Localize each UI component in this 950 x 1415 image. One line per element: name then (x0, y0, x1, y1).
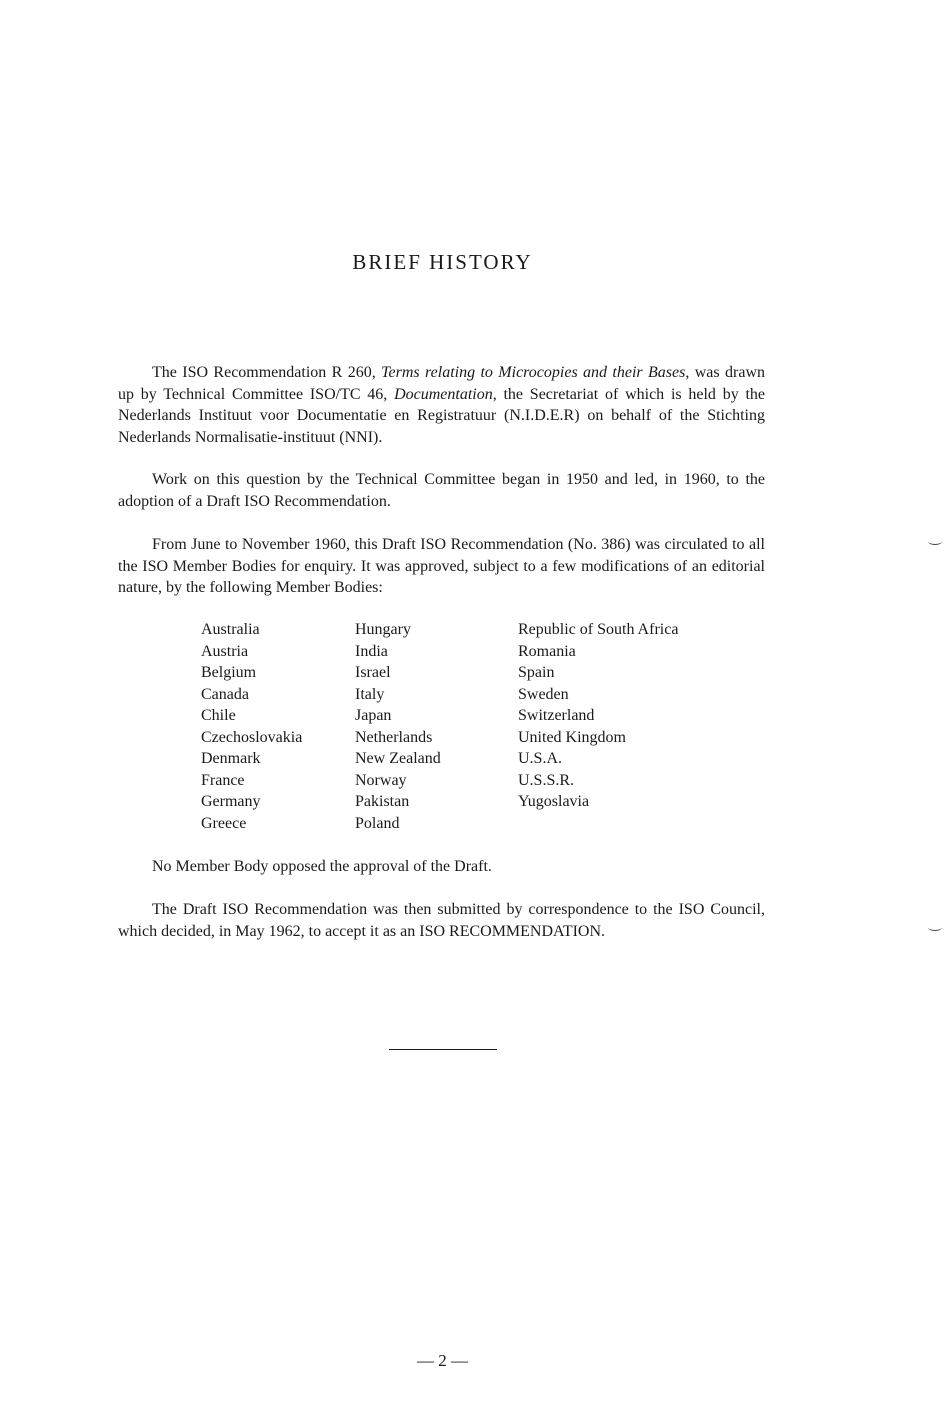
list-item: France (201, 771, 245, 789)
list-item: Germany (201, 793, 261, 810)
paragraph-acceptance-text: The Draft ISO Recommendation was then submitted by correspondence to the ISO Council, which decided, in May 1962, to accept it as an ISO RECOMMENDATION. (118, 901, 765, 940)
list-item: Italy (355, 685, 385, 703)
list-item: Canada (201, 685, 249, 703)
paragraph-acceptance (118, 899, 765, 942)
list-item: Netherlands (355, 728, 433, 746)
page-title: BRIEF HISTORY (352, 250, 533, 274)
list-item: Denmark (201, 750, 261, 767)
list-item: Czechoslovakia (201, 728, 303, 746)
list-item: U.S.S.R. (518, 771, 575, 789)
list-item: Switzerland (518, 707, 595, 724)
list-item: Pakistan (355, 793, 410, 810)
list-item: Romania (518, 642, 576, 660)
list-item: India (355, 642, 388, 660)
paragraph-work-text: Work on this question by the Technical Committee began in 1950 and led, in 1960, to the adoption of a Draft ISO Recommendation. (118, 471, 765, 510)
list-item: Hungary (355, 621, 411, 638)
paragraph-origin-text-c: , the Secretariat of which is held by the Nederlands Instituut voor Documentatie en Registratuur (N.I.D.E.R) on behalf of the Stichting Nederlands Normalisatie-instituut (NNI). (118, 385, 766, 446)
list-item: Japan (355, 707, 392, 724)
list-item: Israel (355, 664, 391, 681)
paragraph-origin-text-a: The ISO Recommendation R 260, (152, 364, 382, 381)
list-item: United Kingdom (518, 728, 626, 746)
list-item: Chile (201, 707, 236, 724)
paragraph-work (118, 469, 765, 512)
recommendation-title: Terms relating to Microcopies and their Bases (381, 364, 686, 381)
paragraph-no-opposition (118, 856, 765, 878)
member-bodies-column-3 (518, 619, 778, 813)
list-item: Australia (201, 621, 260, 638)
paragraph-origin (118, 362, 765, 448)
committee-name: Documentation (394, 385, 493, 403)
list-item: New Zealand (355, 750, 441, 767)
page-number: — 2 — (417, 1351, 468, 1370)
paragraph-circulation (118, 534, 765, 599)
member-bodies-column-1 (201, 619, 351, 834)
list-item: Poland (355, 814, 400, 832)
list-item: Spain (518, 664, 555, 681)
list-item: Yugoslavia (518, 793, 590, 810)
paragraph-origin-text-b: , was drawn up by Technical Committee ISO/TC 46, (118, 364, 766, 403)
scan-mark-icon (928, 538, 942, 545)
scan-mark-icon (928, 924, 942, 931)
list-item: Austria (201, 642, 249, 660)
end-divider (389, 1049, 497, 1050)
paragraph-circulation-text: From June to November 1960, this Draft ISO Recommendation (No. 386) was circulated to all the ISO Member Bodies for enquiry. It was approved, subject to a few modifications of an editorial nature, by the following Member Bodies: (118, 536, 765, 596)
paragraph-no-opposition-text: No Member Body opposed the approval of the Draft. (152, 858, 492, 875)
member-bodies-column-2 (355, 619, 515, 834)
list-item: U.S.A. (518, 750, 563, 767)
list-item: Greece (201, 814, 247, 832)
list-item: Sweden (518, 685, 569, 703)
list-item: Republic of South Africa (518, 621, 679, 638)
list-item: Belgium (201, 664, 257, 681)
list-item: Norway (355, 771, 407, 789)
